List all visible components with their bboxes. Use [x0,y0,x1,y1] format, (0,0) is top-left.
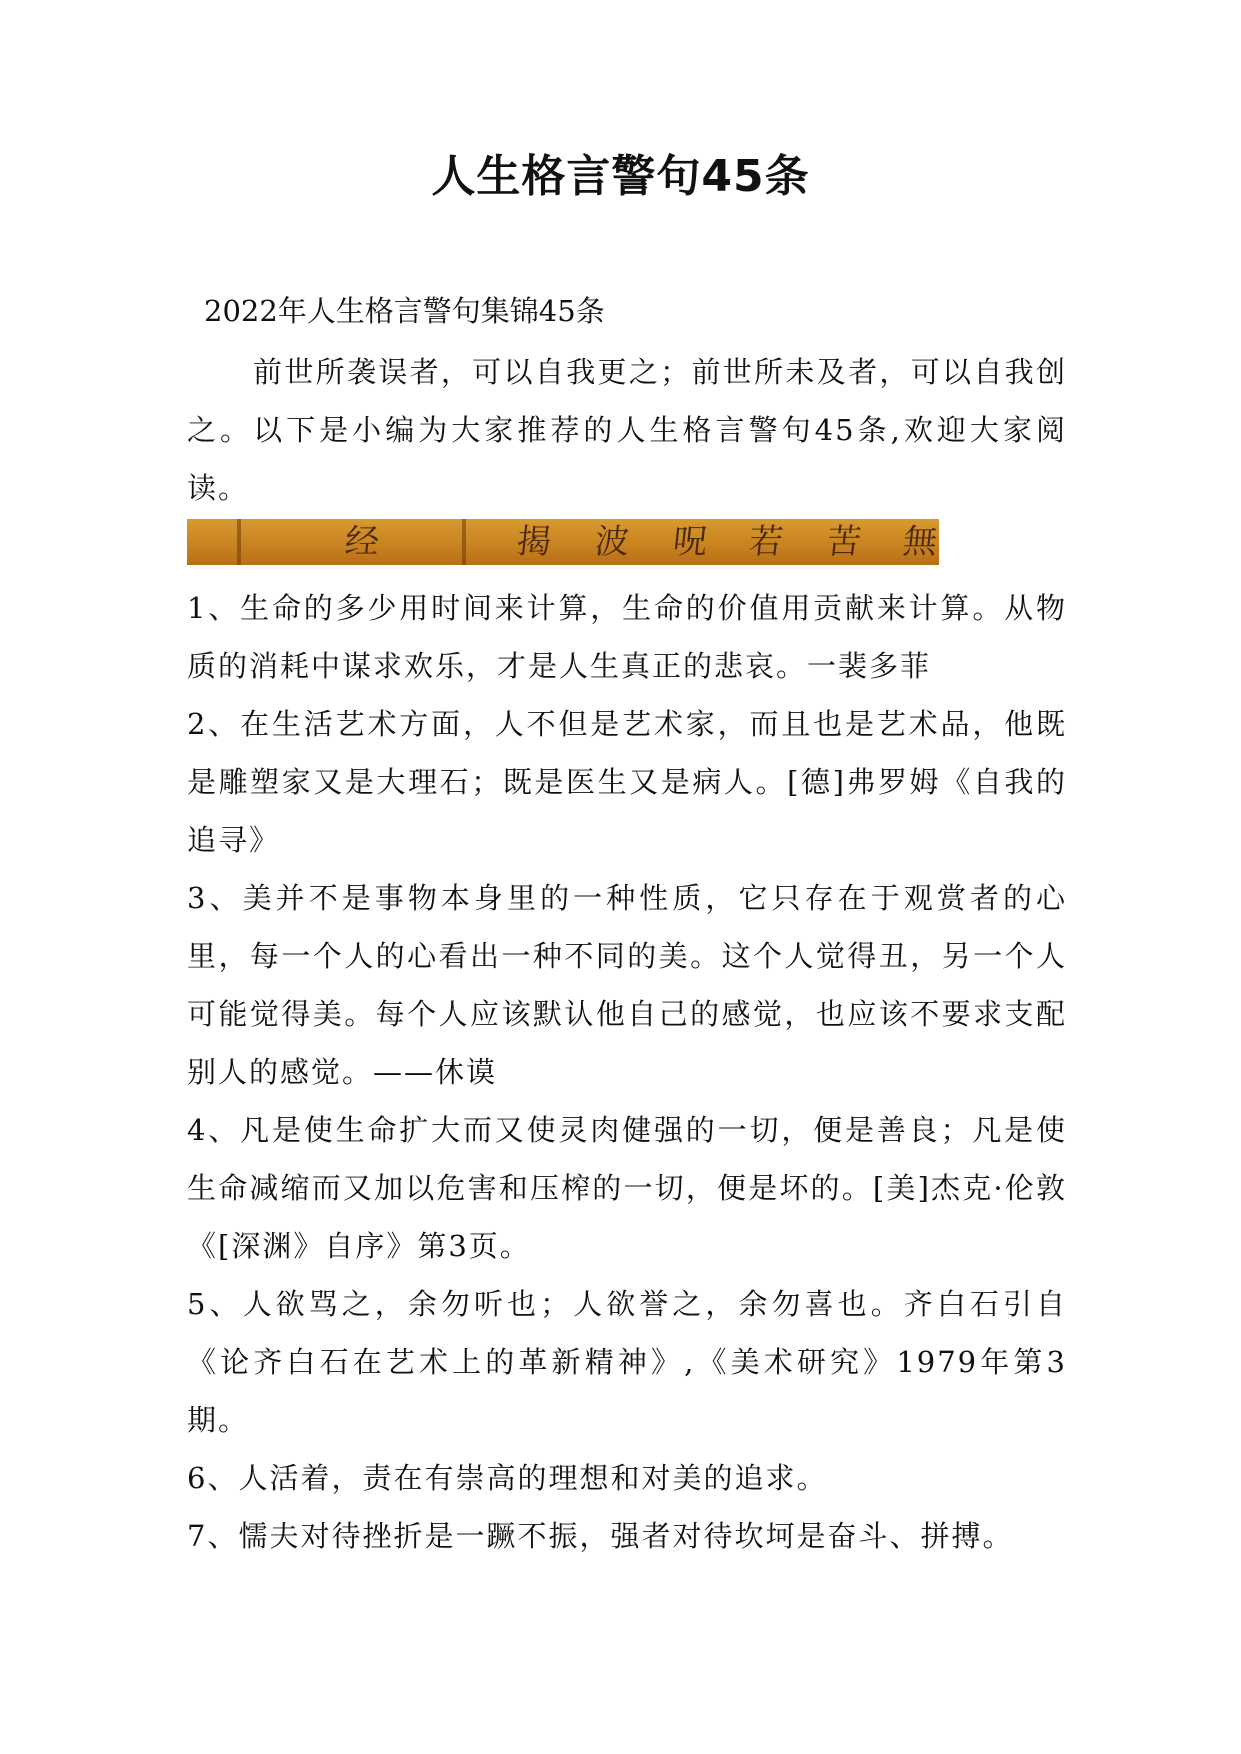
quote-paragraph: 2、在生活艺术方面，人不但是艺术家，而且也是艺术品，他既是雕塑家又是大理石；既是医生又是病人。[德]弗罗姆《自我的追寻》 [187,707,1067,857]
banner-divider [237,519,241,565]
banner-glyph: 苦 [824,522,864,562]
scripture-banner-image [187,519,939,565]
quote-paragraph: 3、美并不是事物本身里的一种性质，它只存在于观赏者的心里，每一个人的心看出一种不同的美。这个人觉得丑，另一个人可能觉得美。每个人应该默认他自己的感觉，也应该不要求支配别人的感觉。——休谟 [187,881,1067,1089]
document-body [187,290,1067,1565]
banner-divider [462,519,466,565]
banner-glyph: 呪 [670,522,710,562]
document-subtitle: 2022年人生格言警句集锦45条 [204,294,605,328]
quote-paragraph: 5、人欲骂之，余勿听也；人欲誉之，余勿喜也。齐白石引自《论齐白石在艺术上的革新精神》,《美术研究》1979年第3期。 [187,1287,1067,1437]
intro-paragraph: 前世所袭误者，可以自我更之；前世所未及者，可以自我创之。以下是小编为大家推荐的人生格言警句45条,欢迎大家阅读。 [187,355,1067,505]
quote-paragraph: 4、凡是使生命扩大而又使灵肉健强的一切，便是善良；凡是使生命减缩而又加以危害和压榨的一切，便是坏的。[美]杰克·伦敦《[深渊》自序》第3页。 [187,1113,1067,1263]
quote-paragraph: 7、懦夫对待挫折是一蹶不振，强者对待坎坷是奋斗、拼搏。 [187,1519,1014,1553]
banner-glyph: 揭 [514,522,554,562]
quote-paragraph: 6、人活着，责在有崇高的理想和对美的追求。 [187,1461,828,1495]
banner-glyph: 波 [592,522,632,562]
banner-glyph: 無 [900,522,939,562]
banner-glyph: 经 [342,522,382,562]
document-title: 人生格言警句45条 [431,151,810,202]
quote-paragraph: 1、生命的多少用时间来计算，生命的价值用贡献来计算。从物质的消耗中谋求欢乐，才是人生真正的悲哀。一裴多菲 [187,591,1067,683]
banner-glyph: 若 [746,522,786,562]
